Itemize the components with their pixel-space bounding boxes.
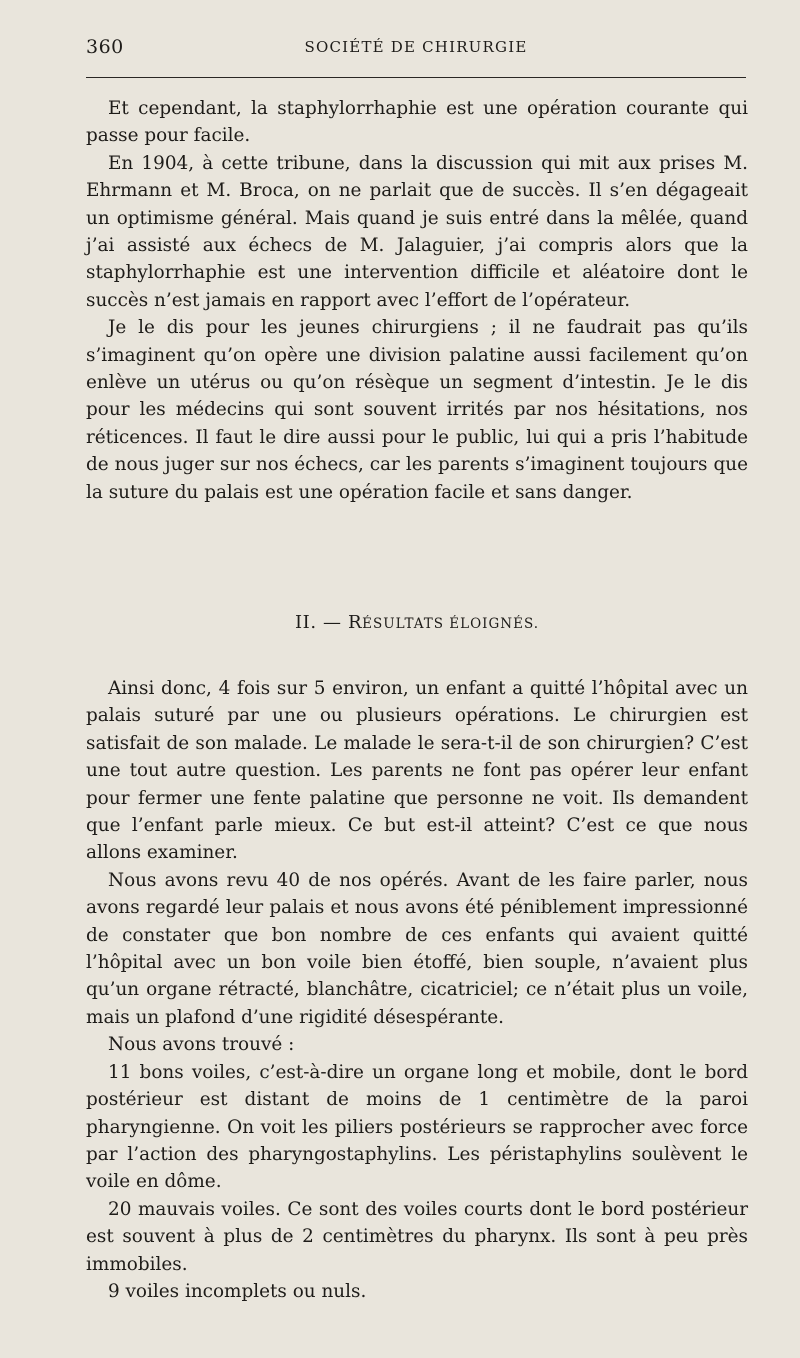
page-number: 360 <box>86 36 124 58</box>
section-heading <box>86 612 748 633</box>
paragraph: 9 voiles incomplets ou nuls. <box>108 1280 367 1302</box>
paragraph: En 1904, à cette tribune, dans la discussion qui mit aux prises M. Ehrmann et M. Broca, on ne parlait que de succès. Il s’en dégageait un optimisme général. Mais quand je suis entré dans la mêlée, quand j’ai assisté aux échecs de M. Jalaguier, j’ai compris alors que la staphylorrhaphie est une intervention difficile et aléatoire dont le succès n’est jamais en rapport avec l’effort de l’opérateur. <box>86 152 748 311</box>
running-title: SOCIÉTÉ DE CHIRURGIE <box>304 38 528 56</box>
section-title-initial: R <box>347 612 363 633</box>
paragraph: 20 mauvais voiles. Ce sont des voiles courts dont le bord postérieur est souvent à plus de 2 centimètres du pharynx. Ils sont à peu près immobiles. <box>86 1198 748 1275</box>
text-block-2 <box>86 675 748 1305</box>
paragraph: Et cependant, la staphylorrhaphie est une opération courante qui passe pour facile. <box>86 98 748 147</box>
paragraph: Je le dis pour les jeunes chirurgiens ; il ne faudrait pas qu’ils s’imaginent qu’on opère une division palatine aussi facilement qu’on enlève un utérus ou qu’on résèque un segment d’intestin. Je le dis pour les médecins qui sont souvent irrités par nos hésitations, nos réticences. Il faut le dire aussi pour le public, lui qui a pris l’habitude de nous juger sur nos échecs, car les parents s’imaginent toujours que la suture du palais est une opération facile et sans danger. <box>86 317 748 503</box>
paragraph: 11 bons voiles, c’est-à-dire un organe long et mobile, dont le bord postérieur est distant de moins de 1 centimètre de la paroi pharyngienne. On voit les piliers postérieurs se rapprocher avec force par l’action des pharyngostaphylins. Les péristaphylins soulèvent le voile en dôme. <box>86 1061 748 1193</box>
paragraph: Ainsi donc, 4 fois sur 5 environ, un enfant a quitté l’hôpital avec un palais suturé par une ou plusieurs opérations. Le chirurgien est satisfait de son malade. Le malade le sera-t-il de son chirurgien? C’est une tout autre question. Les parents ne font pas opérer leur enfant pour fermer une fente palatine que personne ne voit. Ils demandent que l’enfant parle mieux. Ce but est-il atteint? C’est ce que nous allons examiner. <box>86 678 748 864</box>
text-block-1 <box>86 95 748 506</box>
paragraph: Nous avons revu 40 de nos opérés. Avant de les faire parler, nous avons regardé leur palais et nous avons été péniblement impressionné de constater que bon nombre de ces enfants qui avaient quitté l’hôpital avec un bon voile bien étoffé, bien souple, n’avaient plus qu’un organe rétracté, blanchâtre, cicatriciel; ce n’était plus un voile, mais un plafond d’une rigidité désespérante. <box>86 869 748 1028</box>
section-title-rest: ÉSULTATS ÉLOIGNÉS. <box>362 616 540 632</box>
section-numeral: II. — <box>294 612 342 633</box>
page-header <box>86 36 746 60</box>
paragraph: Nous avons trouvé : <box>108 1034 295 1056</box>
header-rule <box>86 77 746 78</box>
